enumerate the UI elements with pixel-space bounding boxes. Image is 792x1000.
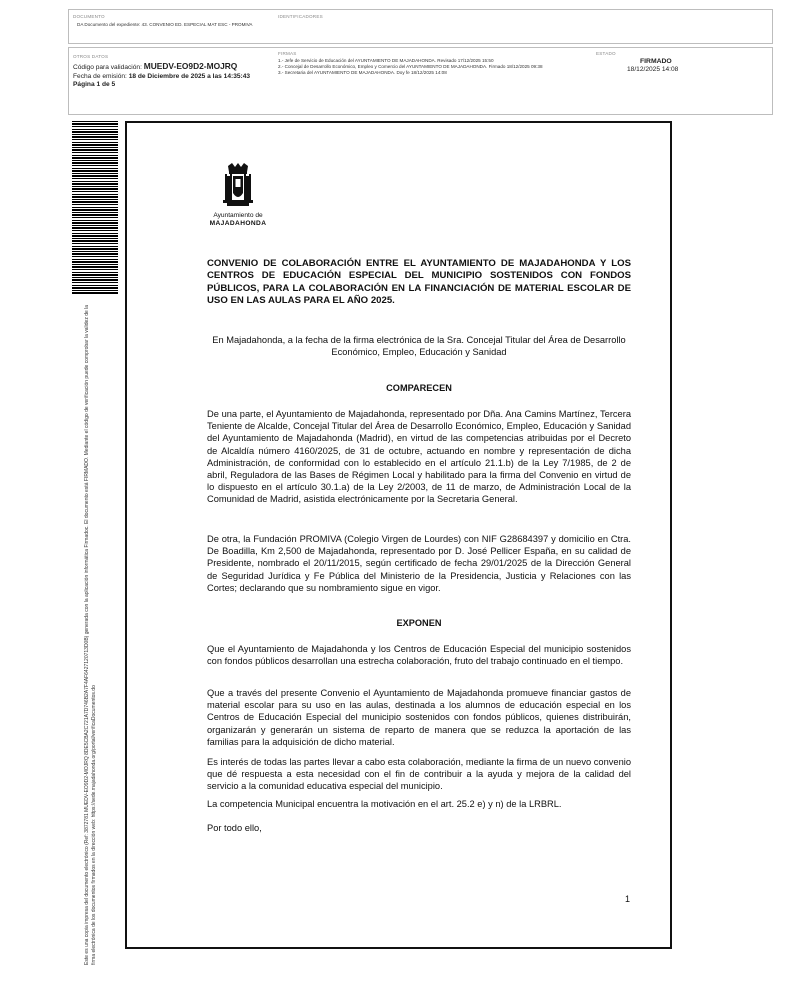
heading-comparecen: COMPARECEN bbox=[386, 383, 452, 393]
firma-item: 2.- Concejal de Desarrollo Económico, Empleo y Comercio del AYUNTAMIENTO DE MAJADAHONDA. Firmado 18/12/2025 09:38 bbox=[278, 64, 543, 69]
firma-item: 3.- Secretaria del AYUNTAMIENTO DE MAJADAHONDA. Doy fe 18/12/2025 14:08 bbox=[278, 70, 447, 75]
verification-side-text: Este es una copia impresa del documento electrónico (Ref: 3872781 MUEDV-EO9D2-MOJRQ 8DE5CBA2C721A7D746B2A7F4AF6427120713D0B) generada con la aplicación informática Firmadoc. El documento está FIRMADO. Mediante el código de verificación puede comprobar la validez de la firma electrónica de los documentos firmados en la dirección web: https://sede.majadahonda.org/portal/verificaDocumentos.do bbox=[84, 304, 97, 965]
documento-label: DOCUMENTO bbox=[73, 14, 105, 19]
ayuntamiento-logo bbox=[203, 163, 273, 228]
codigo-prefix: Código para validación: bbox=[73, 64, 142, 71]
barcode bbox=[72, 121, 118, 295]
document-header-box bbox=[68, 9, 773, 44]
logo-text bbox=[203, 212, 273, 228]
pagina-info: Página 1 de 5 bbox=[73, 81, 116, 88]
paragraph: Es interés de todas las partes llevar a cabo esta colaboración, mediante la firma de un nuevo convenio que dé respuesta a esta necesidad con el fin de contribuir a la ayuda y mejora de la calidad del servicio a la comunidad educativa especial del municipio. bbox=[207, 757, 631, 792]
paragraph: Por todo ello, bbox=[207, 823, 262, 833]
validation-header-box bbox=[68, 47, 773, 115]
logo-line2: MAJADAHONDA bbox=[209, 220, 267, 227]
paragraph: La competencia Municipal encuentra la motivación en el art. 25.2 e) y n) de la LRBRL. bbox=[207, 799, 562, 809]
otros-datos-label: OTROS DATOS bbox=[73, 54, 109, 59]
paragraph: De una parte, el Ayuntamiento de Majadahonda, representado por Dña. Ana Camins Martínez, Tercera Teniente de Alcalde, Concejal Titular del Área de Desarrollo Económico, Empleo, Educación y Sanidad del Ayuntamiento de Majadahonda (Madrid), en virtud de las competencias atribuidas por el Decreto de Alcaldía número 4160/2025, de 31 de octubre, actuando en nombre y representación de dicha Administración, de conformidad con lo establecido en el artículo 21.1.b) de la Ley 7/1985, de 2 de abril, Reguladora de las Bases de Régimen Local y habilitado para la firma del Convenio en virtud de lo dispuesto en el artículo 30.1.a) de la Ley 2/2003, de 11 de marzo, de Administración Local de la Comunidad de Madrid, asistida electrónicamente por la Secretaria General. bbox=[207, 409, 631, 505]
firma-item: 1.- Jefe de Servicio de Educación del AYUNTAMIENTO DE MAJADAHONDA. Revisado 17/12/2025 15:50 bbox=[278, 58, 494, 63]
coat-of-arms-icon bbox=[218, 163, 258, 207]
heading-exponen: EXPONEN bbox=[396, 618, 442, 628]
paragraph: Que el Ayuntamiento de Majadahonda y los Centros de Educación Especial del municipio sostenidos con fondos públicos desarrollan una estrecha colaboración, fruto del trabajo continuado en el tiempo. bbox=[207, 644, 631, 667]
estado-date: 18/12/2025 14:08 bbox=[627, 66, 679, 73]
firmas-label: FIRMAS bbox=[278, 51, 297, 56]
fecha-emision bbox=[73, 73, 278, 81]
estado-value: FIRMADO bbox=[640, 58, 672, 65]
estado-label: ESTADO bbox=[596, 51, 616, 56]
place-date: En Majadahonda, a la fecha de la firma electrónica de la Sra. Concejal Titular del Área de Desarrollo Económico, Empleo, Educación y Sanidad bbox=[212, 335, 626, 358]
identificadores-label: IDENTIFICADORES bbox=[278, 14, 323, 19]
codigo-value[interactable]: MUEDV-EO9D2-MOJRQ bbox=[143, 61, 238, 71]
fecha-prefix: Fecha de emisión: bbox=[73, 73, 127, 80]
fecha-value: 18 de Diciembre de 2025 a las 14:35:43 bbox=[128, 73, 251, 80]
documento-text: DA Documento del expediente: 43. CONVENIO ED. ESPECIAL MAT ESC - PROMIVA bbox=[77, 22, 253, 27]
logo-line1: Ayuntamiento de bbox=[213, 212, 263, 219]
document-title: CONVENIO DE COLABORACIÓN ENTRE EL AYUNTAMIENTO DE MAJADAHONDA Y LOS CENTROS DE EDUCACIÓN ESPECIAL DEL MUNICIPIO SOSTENIDOS CON FONDOS PÚBLICOS, PARA LA COLABORACIÓN EN LA FINANCIACIÓN DE MATERIAL ESCOLAR DE USO EN LAS AULAS PARA EL AÑO 2025. bbox=[207, 258, 631, 307]
paragraph: De otra, la Fundación PROMIVA (Colegio Virgen de Lourdes) con NIF G28684397 y domicilio en Ctra. De Boadilla, Km 2,500 de Majadahonda, representado por D. José Pellicer España, en su calidad de Presidente, nombrado el 20/11/2015, según certificado de fecha 29/01/2025 de la Dirección General de Seguridad Jurídica y Fe Pública del Ministerio de la Presidencia, Justicia y Relaciones con las Cortes; declarando que su nombramiento sigue en vigor. bbox=[207, 534, 631, 593]
page-number: 1 bbox=[625, 894, 631, 904]
paragraph: Que a través del presente Convenio el Ayuntamiento de Majadahonda promueve financiar gastos de material escolar para su uso en las aulas, destinada a los alumnos de educación especial en los Centros de Educación Especial del municipio sostenidos con fondos públicos, quienes distribuirán, organizarán y generarán un sistema de reparto de manera que se reduzca la aportación de las familias para la adquisición de dicho material. bbox=[207, 688, 631, 747]
codigo-validacion bbox=[73, 62, 278, 72]
firmas-list bbox=[278, 58, 588, 76]
